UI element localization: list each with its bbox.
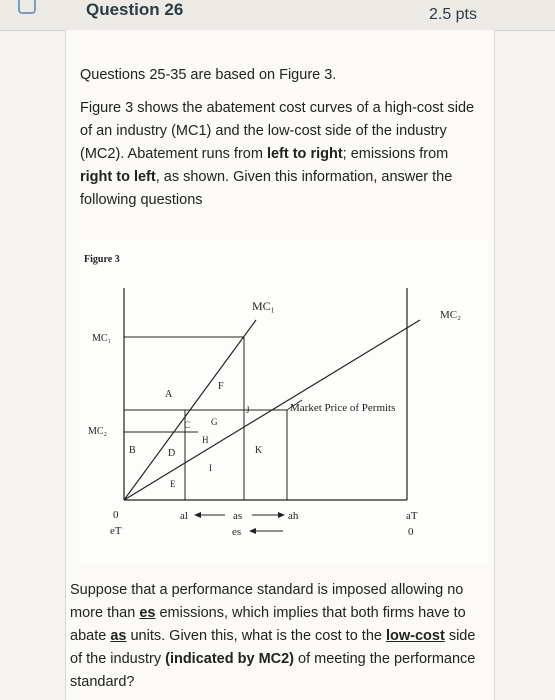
arrowhead-es bbox=[249, 528, 256, 534]
area-h-label: H bbox=[202, 435, 209, 445]
area-d-label: D bbox=[168, 448, 176, 459]
origin-zero-label: 0 bbox=[113, 509, 119, 521]
question-title: Question 26 bbox=[86, 0, 184, 19]
ah-label: ah bbox=[288, 510, 299, 522]
right-zero-label: 0 bbox=[408, 526, 414, 538]
arrowhead-al bbox=[194, 512, 201, 518]
at-label: aT bbox=[406, 510, 418, 522]
area-k-label: K bbox=[255, 445, 263, 456]
mc2-curve-label: MC₂ bbox=[440, 309, 461, 321]
al-label: al bbox=[180, 510, 188, 522]
question-prompt: Suppose that a performance standard is imposed allowing no more than es emissions, which implies that both firms have to abate as units. Given this, what is the cost to the low-cost side of the industry (indicated by MC2) of meeting the performance standard? bbox=[70, 582, 476, 690]
intro-based-on: Questions 25-35 are based on Figure 3. bbox=[80, 67, 337, 83]
question-points: 2.5 pts bbox=[428, 6, 477, 23]
area-f-label: F bbox=[218, 381, 224, 392]
area-c-label: C bbox=[184, 420, 191, 430]
et-label: eT bbox=[110, 525, 122, 537]
mc1-curve-label: MC₁ bbox=[252, 299, 275, 313]
arrowhead-ah bbox=[278, 512, 285, 518]
figure-title: Figure 3 bbox=[84, 254, 120, 265]
market-price-label: Market Price of Permits bbox=[290, 402, 396, 414]
area-b-label: B bbox=[129, 445, 136, 456]
area-a-label: A bbox=[165, 389, 173, 400]
area-i-label: I bbox=[209, 463, 212, 473]
mc2-axis-label: MC₂ bbox=[88, 426, 108, 437]
area-e-label: E bbox=[170, 479, 176, 489]
es-label: es bbox=[232, 526, 242, 538]
as-label: as bbox=[233, 510, 243, 522]
area-j-label: J bbox=[246, 405, 250, 415]
intro-description: Figure 3 shows the abatement cost curves of a high-cost side of an industry (MC1) and the low-cost side of the industry (MC2). Abatement runs from left to right; emissions from right to left, as shown. Given this information, answer the following questions bbox=[80, 100, 475, 208]
mc1-axis-label: MC₁ bbox=[92, 333, 112, 344]
area-g-label: G bbox=[211, 417, 218, 427]
